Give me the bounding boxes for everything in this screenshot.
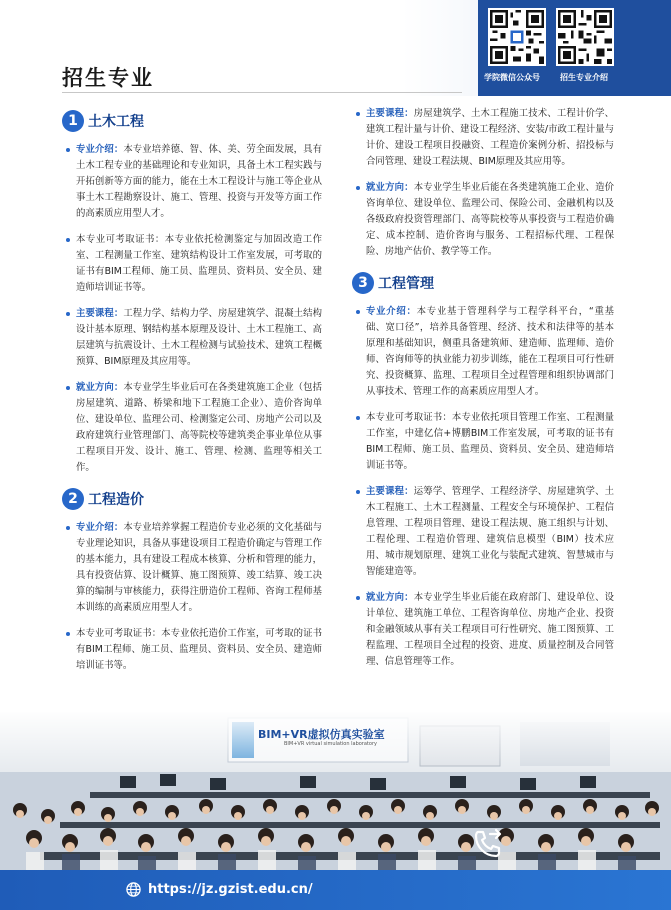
item-text: 本专业学生毕业后能在政府部门、建设单位、设计单位、建筑施工单位、工程咨询单位、房地产企业、投资和金融领域从事有关工程项目可行性研究、施工图预算、工程监理、工程项目全过程的投资、进度、质量控制及合同管理、信息管理等工作。 (366, 592, 614, 667)
item-label: 主要课程： (366, 108, 414, 119)
lab-sign: BIM+VR虚拟仿真实验室 (258, 728, 385, 741)
item-text: 本专业可考取证书：本专业依托造价工作室，可考取的证书有BIM工程师、施工员、监理员、资料员、安全员、建造师培训证书等。 (76, 628, 322, 671)
item-text: 工程力学、结构力学、房屋建筑学、混凝土结构设计基本原理、钢结构基本原理及设计、土木工程施工、高层建筑与抗震设计、土木工程检测与试验技术、建筑工程概预算、BIM原理及其应用等。 (76, 308, 322, 367)
item-label: 专业介绍： (76, 144, 124, 155)
item-label: 专业介绍： (366, 306, 417, 317)
section-heading-cost (62, 486, 322, 512)
item-text: 本专业可考取证书：本专业依托检测鉴定与加固改造工作室、工程测量工作室、建筑结构设计工作室发展，可考取的证书有BIM工程师、施工员、监理员、资料员、安全员、建造师培训证书等。 (76, 234, 322, 293)
item-label: 专业介绍： (76, 522, 124, 533)
list-item (64, 306, 322, 370)
qr-caption-wechat: 学院微信公众号 (484, 73, 540, 82)
list-item (354, 484, 614, 580)
item-text: 本专业培养德、智、体、美、劳全面发展，具有土木工程专业的基础理论和专业知识，具备土木工程实践与开拓创新等方面的能力，能在土木工程设计与施工等企业从事土木工程勘察设计、施工、管理、投资与开发等方面工作的高素质应用型人才。 (76, 144, 322, 219)
item-text: 本专业培养掌握工程造价专业必须的文化基础与专业理论知识，具备从事建设项目工程造价确定与管理工作的基本能力，具有建设工程成本核算、分析和管理的能力，具有投资估算、设计概算、施工图预算、竣工结算、竣工决算的编制与审核能力，获得注册造价工程师、咨询工程师基本训练的高素质应用型人才。 (76, 522, 322, 613)
item-label: 就业方向： (366, 182, 414, 193)
list-item (64, 380, 322, 476)
lab-sign-subtitle: BIM+VR virtual simulation laboratory (284, 741, 377, 747)
item-text: 房屋建筑学、土木工程施工技术、工程计价学、建筑工程计量与计价、建设工程经济、安装/市政工程计量与计价、建设工程项目投融资、工程造价案例分析、招投标与合同管理、建设工程法规、BIM原理及其应用等。 (366, 108, 614, 167)
left-column (64, 106, 322, 684)
section-title: 工程管理 (378, 276, 434, 292)
title-divider (62, 92, 462, 93)
item-label: 主要课程： (366, 486, 414, 497)
footer-bar (0, 870, 671, 910)
item-text: 运筹学、管理学、工程经济学、房屋建筑学、土木工程施工、土木工程测量、工程安全与环境保护、工程信息管理、工程项目管理、建设工程法规、施工组织与计划、工程伦理、工程造价管理、建筑信息模型（BIM）技术应用、城市规划原理、建筑工业化与装配式建筑、智慧城市与智能建造等。 (366, 486, 614, 577)
list-item (354, 106, 614, 170)
page-title: 招生专业 (62, 65, 154, 90)
section-number-badge: 2 (62, 488, 84, 510)
item-label: 就业方向： (366, 592, 414, 603)
section-heading-management (352, 270, 614, 296)
list-item (354, 410, 614, 474)
item-text: 本专业基于管理科学与工程学科平台，“重基础、宽口径”，培养具备管理、经济、技术和法律等的基本原理和基础知识，侧重具备建筑师、建造师、监理师、造价师、咨询师等的执业能力初步训练，能在工程项目可行性研究、投资概算、监理、工程项目全过程管理和组织协调部门从事技术、管理工作的高素质应用型人才。 (366, 306, 614, 397)
item-text: 本专业可考取证书：本专业依托项目管理工作室、工程测量工作室，中建亿信+博鹏BIM工作室发展，可考取的证书有BIM工程师、施工员、监理员、资料员、安全员、建造师培训证书等。 (366, 412, 614, 471)
qr-caption-majors: 招生专业介绍 (560, 73, 608, 82)
list-item (354, 590, 614, 670)
section-title: 工程造价 (88, 492, 144, 508)
list-item (64, 626, 322, 674)
globe-icon (126, 882, 141, 897)
section-number-badge: 3 (352, 272, 374, 294)
item-label: 就业方向： (76, 382, 124, 393)
right-column (354, 106, 614, 680)
list-item (64, 142, 322, 222)
lab-group-photo (0, 712, 671, 878)
item-text: 本专业学生毕业后可在各类建筑施工企业（包括房屋建筑、道路、桥梁和地下工程施工企业）、造价咨询单位、建设单位、监理公司、检测鉴定公司、房地产公司以及政府建筑行业管理部门、高等院校等建筑类企事业单位从事工程项目开发、设计、施工、管理、检测、监理等相关工作。 (76, 382, 322, 473)
item-text: 本专业学生毕业后能在各类建筑施工企业、造价咨询单位、建设单位、监理公司、保险公司、金融机构以及各级政府投资管理部门、高等院校等从事投资与工程造价确定、成本控制、造价咨询与服务、工程招标代理、工程保险、房地产估价、教学等工作。 (366, 182, 614, 257)
list-item (354, 304, 614, 400)
item-label: 主要课程： (76, 308, 124, 319)
list-item (354, 180, 614, 260)
section-heading-civil (62, 108, 322, 134)
section-number-badge: 1 (62, 110, 84, 132)
list-item (64, 520, 322, 616)
phone-forward-icon[interactable] (470, 826, 506, 862)
section-title: 土木工程 (88, 114, 144, 130)
wechat-qr-code-icon[interactable] (488, 8, 546, 66)
major-intro-qr-code-icon[interactable] (556, 8, 614, 66)
website-link[interactable]: https://jz.gzist.edu.cn/ (148, 882, 313, 897)
list-item (64, 232, 322, 296)
